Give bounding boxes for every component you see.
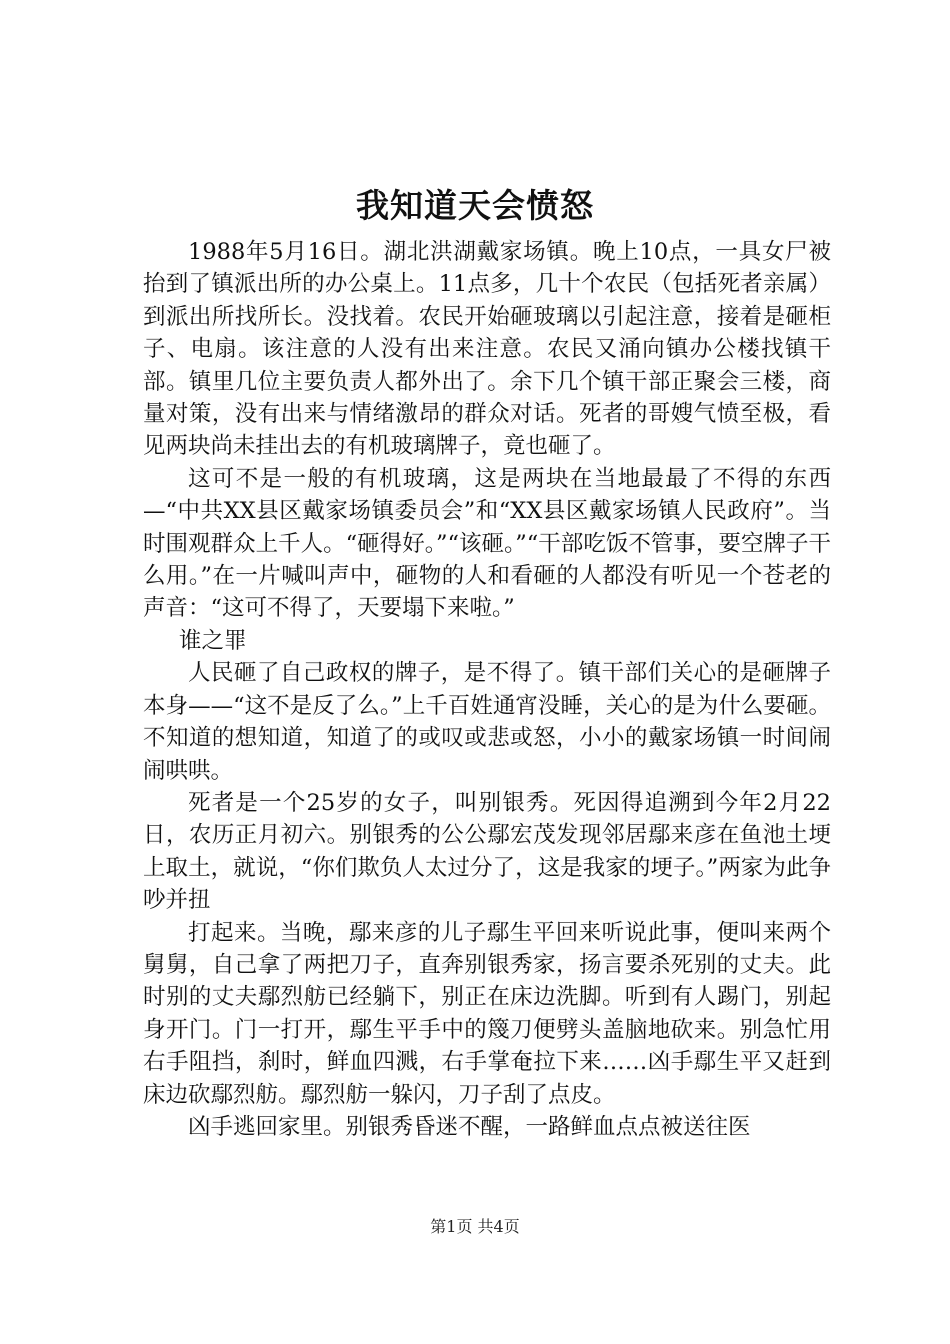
page-footer: 第1页 共4页	[430, 1217, 520, 1236]
paragraph: 1988年5月16日。湖北洪湖戴家场镇。晚上10点，一具女尸被抬到了镇派出所的办公桌上。11点多，几十个农民（包括死者亲属）到派出所找所长。没找着。农民开始砸玻璃以引起注意，接着是砸柜子、电扇。该注意的人没有出来注意。农民又涌向镇办公楼找镇干部。镇里几位主要负责人都外出了。余下几个镇干部正聚会三楼，商量对策，没有出来与情绪激昂的群众对话。死者的哥嫂气愤至极，看见两块尚未挂出去的有机玻璃牌子，竟也砸了。	[143, 239, 831, 460]
section-heading: 谁之罪	[179, 627, 247, 654]
paragraph: 这可不是一般的有机玻璃，这是两块在当地最最了不得的东西—“中共XX县区戴家场镇委员会”和“XX县区戴家场镇人民政府”。当时围观群众上千人。“砸得好。”“该砸。”“干部吃饭不管事，要空牌子干么用。”在一片喊叫声中，砸物的人和看砸的人都没有听见一个苍老的声音：“这可不得了，天要塌下来啦。”	[143, 465, 831, 622]
paragraph: 凶手逃回家里。别银秀昏迷不醒，一路鲜血点点被送往医	[188, 1113, 751, 1140]
paragraph: 打起来。当晚，鄢来彦的儿子鄢生平回来听说此事，便叫来两个舅舅，自己拿了两把刀子，直奔别银秀家，扬言要杀死别的丈夫。此时别的丈夫鄢烈舫已经躺下，别正在床边洗脚。听到有人踢门，别起身开门。门一打开，鄢生平手中的篾刀便劈头盖脑地砍来。别急忙用右手阻挡，刹时，鲜血四溅，右手掌奄拉下来……凶手鄢生平又赶到床边砍鄢烈舫。鄢烈舫一躲闪，刀子刮了点皮。	[143, 919, 831, 1108]
paragraph: 死者是一个25岁的女子，叫别银秀。死因得追溯到今年2月22日，农历正月初六。别银秀的公公鄢宏茂发现邻居鄢来彦在鱼池土埂上取土，就说，“你们欺负人太过分了，这是我家的埂子。”两家为此争吵并扭	[143, 789, 831, 914]
document-title: 我知道天会愤怒	[356, 186, 594, 225]
paragraph: 人民砸了自己政权的牌子，是不得了。镇干部们关心的是砸牌子本身——“这不是反了么。”上千百姓通宵没睡，关心的是为什么要砸。不知道的想知道，知道了的或叹或悲或怒，小小的戴家场镇一时间闹闹哄哄。	[143, 660, 831, 784]
document-body	[143, 236, 831, 1143]
